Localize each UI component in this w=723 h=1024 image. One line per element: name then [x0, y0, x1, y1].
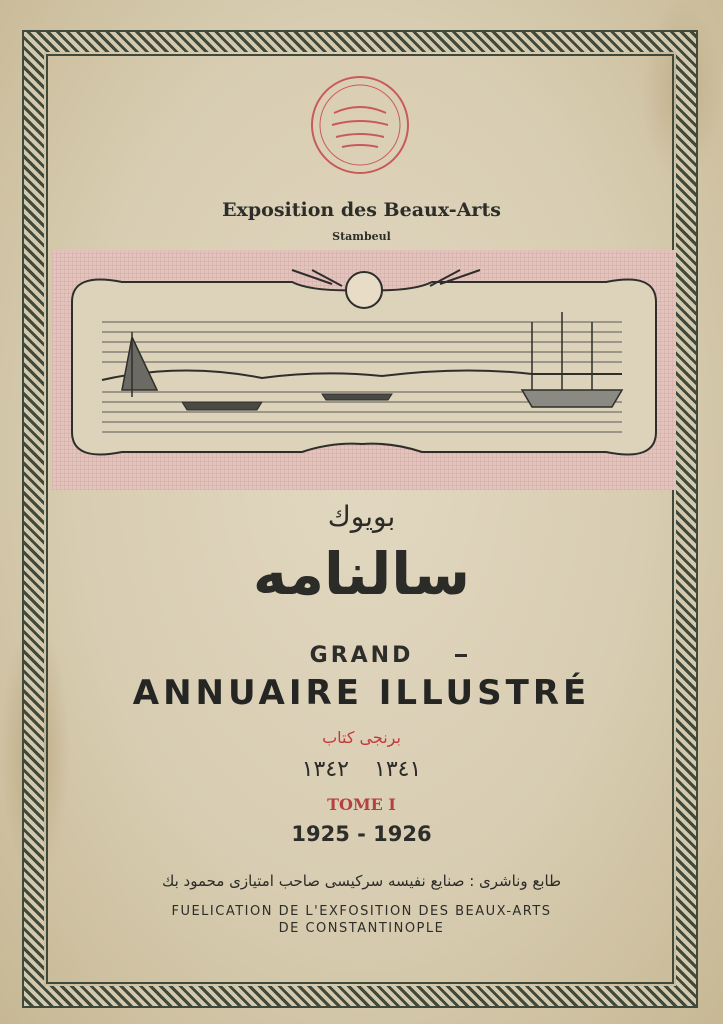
- publication-line-2: DE CONSTANTINOPLE: [278, 921, 445, 936]
- arabic-years: ١٣٤١ ١٣٤٢: [301, 757, 422, 782]
- arabic-publisher: طابع وناشرى : صنايع نفيسه سركيسى صاحب امتيازى محمود بك: [161, 872, 562, 890]
- dash-mark: [455, 654, 467, 657]
- arabic-small-title: بويوك: [327, 500, 396, 533]
- grand-title: GRAND: [309, 643, 414, 668]
- location-subtitle: Stambeul: [332, 230, 391, 243]
- exposition-title: Exposition des Beaux-Arts: [222, 199, 501, 221]
- years-label: 1925 - 1926: [291, 822, 432, 846]
- tome-label: TOME I: [327, 795, 396, 814]
- harbor-engraving-icon: [62, 262, 666, 472]
- arabic-main-title: سالنامه: [252, 540, 471, 608]
- annuaire-title: ANNUAIRE ILLUSTRÉ: [132, 673, 591, 713]
- round-red-seal-icon: [308, 73, 412, 177]
- arabic-first-book: برنجى كتاب: [322, 728, 401, 747]
- publication-line-1: FUELICATION DE L'EXFOSITION DES BEAUX-ARTS: [171, 904, 552, 919]
